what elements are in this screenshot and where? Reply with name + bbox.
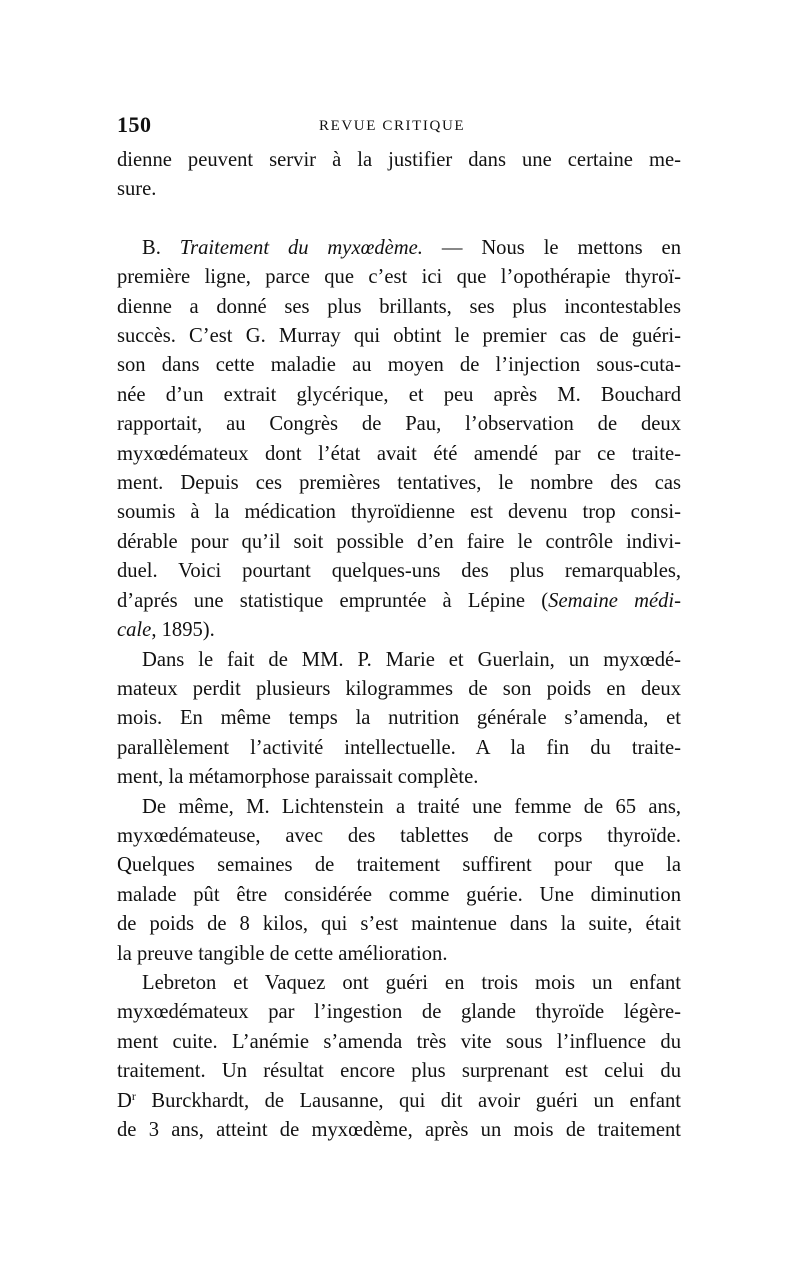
text-line: succès. C’est G. Murray qui obtint le premier cas de guéri- bbox=[117, 325, 681, 348]
text-line: soumis à la médication thyroïdienne est devenu trop consi- bbox=[117, 501, 681, 524]
text-line: ment, la métamorphose paraissait complète. bbox=[117, 766, 479, 789]
text-line: dienne a donné ses plus brillants, ses plus incontestables bbox=[117, 295, 681, 318]
text-fragment: d’aprés une statistique empruntée à Lépine ( bbox=[117, 589, 549, 612]
text-line: duel. Voici pourtant quelques-uns des plus remarquables, bbox=[117, 560, 681, 583]
text-fragment: , 1895). bbox=[151, 619, 215, 642]
superscript: r bbox=[131, 1088, 136, 1103]
text-line: ment. Depuis ces premières tentatives, le nombre des cas bbox=[117, 472, 681, 495]
citation-title: cale bbox=[117, 619, 152, 642]
text-fragment: D bbox=[117, 1089, 132, 1112]
text-line: traitement. Un résultat encore plus surprenant est celui du bbox=[117, 1060, 681, 1083]
text-line: ment cuite. L’anémie s’amenda très vite sous l’influence du bbox=[117, 1030, 681, 1053]
text-line: de poids de 8 kilos, qui s’est maintenue dans la suite, était bbox=[117, 913, 681, 936]
text-line: mateux perdit plusieurs kilogrammes de son poids en deux bbox=[117, 677, 681, 700]
text-line: Lebreton et Vaquez ont guéri en trois mois un enfant bbox=[142, 971, 681, 994]
text-line: rapportait, au Congrès de Pau, l’observation de deux bbox=[117, 413, 681, 436]
text-line: malade pût être considérée comme guérie. Une diminution bbox=[117, 883, 681, 906]
text-line: dérable pour qu’il soit possible d’en faire le contrôle indivi- bbox=[117, 530, 681, 553]
running-head: REVUE CRITIQUE bbox=[319, 118, 466, 134]
text-line: myxœdémateux dont l’état avait été amendé par ce traite- bbox=[117, 442, 681, 465]
text-line: Dans le fait de MM. P. Marie et Guerlain, un myxœdé- bbox=[142, 648, 681, 671]
text-line bbox=[117, 587, 681, 616]
text-line bbox=[117, 234, 681, 263]
paragraph-myxoedema-treatment bbox=[117, 234, 681, 646]
text-line: la preuve tangible de cette amélioration. bbox=[117, 942, 448, 965]
text-line: dienne peuvent servir à la justifier dans une certaine me- bbox=[117, 149, 681, 171]
text-line: parallèlement l’activité intellectuelle. A la fin du traite- bbox=[117, 736, 681, 759]
text-fragment: — Nous le mettons en bbox=[422, 236, 681, 259]
text-line bbox=[117, 616, 681, 645]
text-line: première ligne, parce que c’est ici que l’opothérapie thyroï- bbox=[117, 266, 681, 289]
text-line: De même, M. Lichtenstein a traité une femme de 65 ans, bbox=[142, 795, 681, 818]
text-fragment: Burckhardt, de Lausanne, qui dit avoir guéri un enfant bbox=[135, 1089, 681, 1112]
page-header bbox=[117, 112, 681, 142]
paragraph-lebreton-vaquez bbox=[117, 969, 681, 1145]
citation-title: Semaine médi- bbox=[548, 589, 681, 612]
text-line: Quelques semaines de traitement suffirent pour que la bbox=[117, 854, 681, 877]
page-number: 150 bbox=[117, 112, 152, 137]
text-line: myxœdémateuse, avec des tablettes de corps thyroïde. bbox=[117, 824, 681, 847]
paragraph-marie-guerlain bbox=[117, 646, 681, 793]
text-line: son dans cette maladie au moyen de l’injection sous-cuta- bbox=[117, 354, 681, 377]
text-line: née d’un extrait glycérique, et peu après M. Bouchard bbox=[117, 383, 681, 406]
text-line: de 3 ans, atteint de myxœdème, après un mois de traitement bbox=[117, 1119, 681, 1141]
section-label: B. bbox=[142, 236, 161, 259]
section-title: Traitement du myxœdème. bbox=[179, 236, 423, 259]
body-text bbox=[117, 146, 681, 1145]
text-line bbox=[117, 1087, 681, 1116]
paragraph-lichtenstein bbox=[117, 793, 681, 969]
text-line: mois. En même temps la nutrition générale s’amenda, et bbox=[117, 707, 681, 730]
paragraph-continuation bbox=[117, 146, 681, 205]
text-line: myxœdémateux par l’ingestion de glande thyroïde légère- bbox=[117, 1001, 681, 1024]
text-line: sure. bbox=[117, 178, 157, 201]
